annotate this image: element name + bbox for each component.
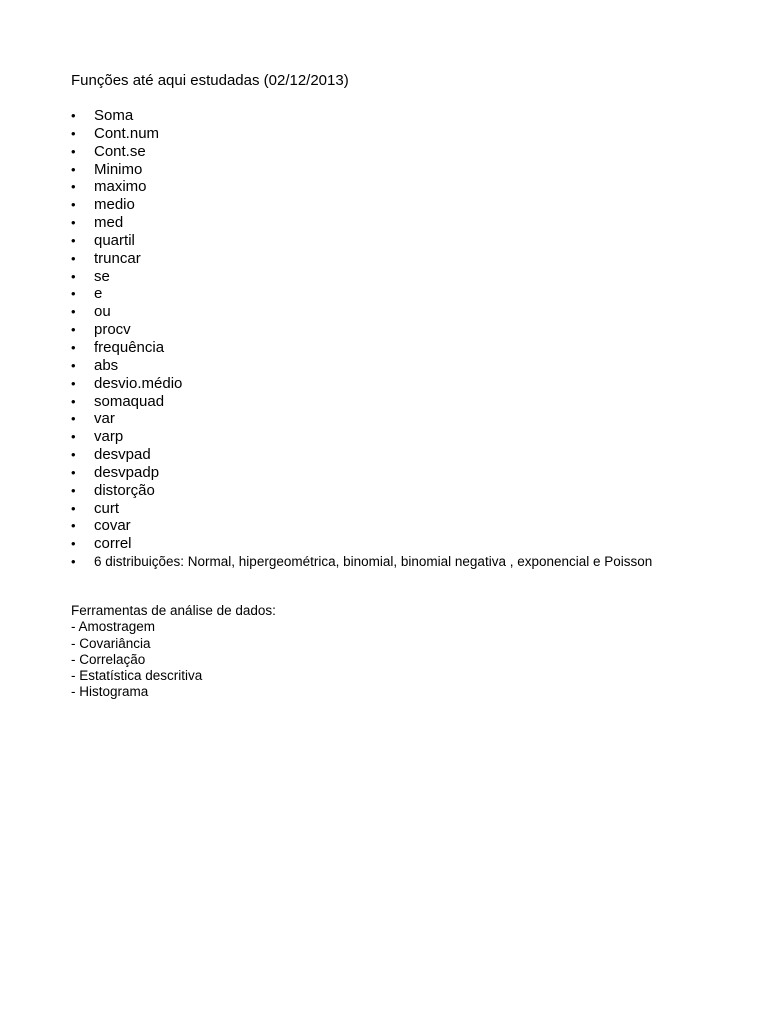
list-item-label: quartil xyxy=(94,231,135,249)
bullet-icon: • xyxy=(71,482,76,498)
list-item xyxy=(71,161,652,179)
tools-heading: Ferramentas de análise de dados: xyxy=(71,603,276,618)
bullet-icon: • xyxy=(71,500,76,516)
bullet-icon: • xyxy=(71,143,76,159)
list-item xyxy=(71,107,652,125)
list-item xyxy=(71,535,652,553)
list-item xyxy=(71,375,652,393)
list-item-label: Soma xyxy=(94,107,134,124)
bullet-icon: • xyxy=(71,161,76,177)
bullet-icon: • xyxy=(71,215,76,231)
bullet-icon: • xyxy=(71,339,76,355)
tools-item: - Correlação xyxy=(71,651,146,667)
list-item xyxy=(71,303,652,321)
list-item-label: e xyxy=(94,285,103,303)
list-item-label: somaquad xyxy=(94,392,165,410)
list-item-label: 6 distribuições: Normal, hipergeométrica, binomial, binomial negativa , exponencial e Poisson xyxy=(94,554,653,570)
list-item xyxy=(71,446,652,464)
list-item-label: maximo xyxy=(94,178,147,196)
bullet-icon: • xyxy=(71,179,76,195)
list-item-label: ou xyxy=(94,303,111,321)
bullet-icon: • xyxy=(71,197,76,213)
list-item xyxy=(71,339,652,357)
list-item xyxy=(71,517,652,535)
bullet-icon: • xyxy=(71,286,76,302)
list-item-label: truncar xyxy=(94,249,141,267)
list-item-label: curt xyxy=(94,499,120,517)
list-item xyxy=(71,250,652,268)
list-item xyxy=(71,285,652,303)
bullet-icon: • xyxy=(71,232,76,248)
list-item xyxy=(71,357,652,375)
bullet-icon: • xyxy=(71,322,76,338)
list-item-label: abs xyxy=(94,356,119,374)
list-item-label: med xyxy=(94,214,124,232)
list-item-label: desvpadp xyxy=(94,463,160,481)
bullet-icon: • xyxy=(71,304,76,320)
list-item xyxy=(71,232,652,250)
list-item-label: covar xyxy=(94,517,131,535)
list-item xyxy=(71,410,652,428)
list-item xyxy=(71,196,652,214)
bullet-icon: • xyxy=(71,375,76,391)
bullet-icon: • xyxy=(71,268,76,284)
bullet-icon: • xyxy=(71,554,76,570)
bullet-icon: • xyxy=(71,357,76,373)
list-item xyxy=(71,214,652,232)
tools-section xyxy=(71,603,276,701)
list-item-label: varp xyxy=(94,428,124,446)
bullet-icon: • xyxy=(71,518,76,534)
list-item xyxy=(71,464,652,482)
list-item-label: desvio.médio xyxy=(94,374,183,392)
bullet-icon: • xyxy=(71,393,76,409)
list-item-label: medio xyxy=(94,196,135,214)
list-item xyxy=(71,500,652,518)
bullet-icon: • xyxy=(71,429,76,445)
list-item-label: Cont.num xyxy=(94,124,160,142)
tools-item: - Covariância xyxy=(71,635,151,651)
list-item-label: var xyxy=(94,410,115,428)
bullet-icon: • xyxy=(71,536,76,552)
list-item-label: desvpad xyxy=(94,446,151,464)
bullet-icon: • xyxy=(71,447,76,463)
list-item-label: se xyxy=(94,267,110,285)
list-item xyxy=(71,321,652,339)
list-item xyxy=(71,428,652,446)
list-item-label: procv xyxy=(94,321,131,339)
list-item xyxy=(71,393,652,411)
list-item xyxy=(71,268,652,286)
list-item-label: Minimo xyxy=(94,160,143,178)
list-item xyxy=(71,178,652,196)
list-item-label: Cont.se xyxy=(94,142,146,160)
bullet-icon: • xyxy=(71,108,76,123)
bullet-icon: • xyxy=(71,411,76,427)
tools-item: - Estatística descritiva xyxy=(71,668,203,684)
list-item xyxy=(71,143,652,161)
list-item-label: frequência xyxy=(94,338,165,356)
page-title: Funções até aqui estudadas (02/12/2013) xyxy=(71,72,349,89)
list-item xyxy=(71,482,652,500)
list-item xyxy=(71,553,652,571)
list-item xyxy=(71,125,652,143)
tools-item: - Histograma xyxy=(71,684,149,700)
bullet-icon: • xyxy=(71,250,76,266)
list-item-label: distorção xyxy=(94,481,155,499)
tools-item: - Amostragem xyxy=(71,619,156,635)
bullet-icon: • xyxy=(71,464,76,480)
functions-list xyxy=(71,107,652,571)
bullet-icon: • xyxy=(71,125,76,141)
list-item-label: correl xyxy=(94,535,132,553)
